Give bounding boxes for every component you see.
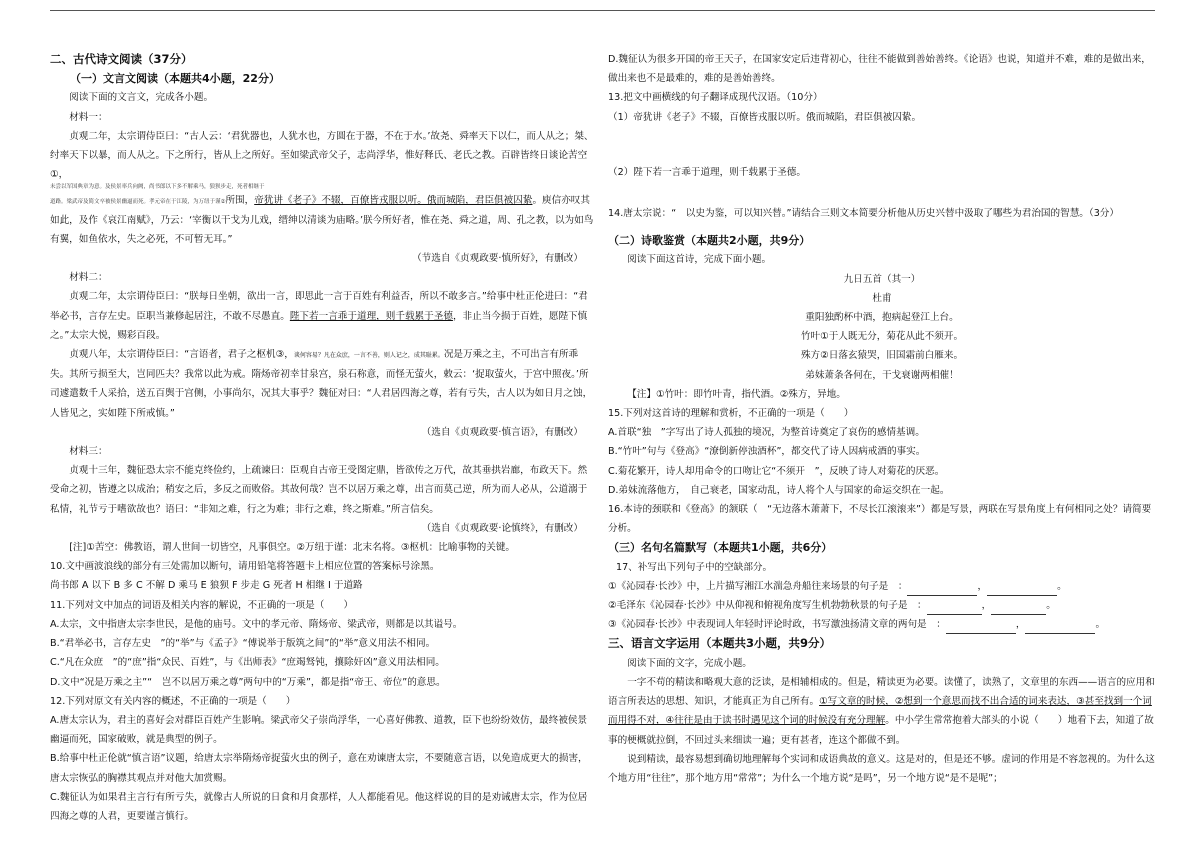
- language-paragraph-1: [608, 673, 1156, 750]
- question-17-item-1: ①《沁园春·长沙》中，上片描写湘江水湍急舟船往来场景的句子是 ： ， 。: [608, 577, 1156, 596]
- answer-blank[interactable]: [946, 623, 1016, 634]
- question-11-option-a: A.太宗，文中指唐太宗李世民，是他的庙号。文中的孝元帝、隋炀帝、梁武帝，则都是以其谥号。: [50, 618, 463, 630]
- question-13-part-1: （1）帝犹讲《老子》不辍，百僚皆戎服以听。俄而城陷，君臣俱被囚絷。: [608, 111, 922, 123]
- subsection-title-classical-prose: （一）文言文阅读（本题共4小题，22分）: [70, 72, 280, 86]
- question-12-option-b: B.给事中杜正伦就“慎言语”议题，给唐太宗举隋炀帝捉萤火虫的例子，意在劝谏唐太宗，不要随意言语，以免造成更大的损害，唐太宗恢弘的胸襟其观点并对他大加赏赐。: [50, 753, 588, 784]
- top-rule: [50, 10, 1155, 11]
- instruction: 阅读下面的文言文，完成各小题。: [69, 92, 214, 104]
- material-2-source: （选自《贞观政要·慎言语》，有删改）: [421, 426, 583, 438]
- question-15: 15.下列对这首诗的理解和赏析，不正确的一项是（ ）: [608, 408, 854, 420]
- question-15-option-c: C.菊花繁开，诗人却用命令的口吻让它“不须开 ”，反映了诗人对菊花的厌恶。: [608, 465, 945, 477]
- text-span: 。庾信亦叹其如此，及作《哀江南赋》，乃云：‘宰衡以干戈为儿戏，缙绅以清谈为庙略。’朕今所好者，惟在尧、舜之道，周、孔之教，以为如鸟有翼，如鱼依水，失之必死，不可暂无耳。”: [50, 195, 594, 245]
- language-instruction: 阅读下面的文字，完成小题。: [627, 657, 752, 669]
- question-17-item-3: ③《沁园春·长沙》中表现词人年轻时评论时政，书写激浊扬清文章的两句是 ： ， 。: [608, 615, 1156, 634]
- left-column: [50, 50, 595, 826]
- question-11: 11.下列对文中加点的词语及相关内容的解说，不正确的一项是（ ）: [50, 599, 354, 611]
- material-3-label: 材料三：: [69, 446, 108, 458]
- question-15-option-d: D.弟妹流落他方， 自己衰老，国家动乱，诗人将个人与国家的命运交织在一起。: [608, 484, 950, 496]
- answer-space: [608, 182, 1156, 204]
- underlined-sentence-2: 陛下若一言乖于道理，则千载累于圣德: [289, 310, 453, 322]
- question-11-option-c: C.“凡在众庶 ”的“庶”指“众民、百姓”，与《出师表》“庶竭驽钝，攘除奸凶”意义用法相同。: [50, 657, 445, 669]
- underlined-sentence-3: ①写文章的时候，②想到一个意思而找不出合适的词来表达，③甚至找到一个词而用得不对，④往往是由于读书时遇见这个词的时候没有充分理解: [608, 696, 1152, 727]
- text-span: 所围，: [225, 195, 255, 207]
- poem-note: 【注】①竹叶：即竹叶青，指代酒。②殊方，异地。: [627, 388, 846, 400]
- question-10: 10.文中画波浪线的部分有三处需加以断句，请用铅笔将答题卡上相应位置的答案标号涂黑。: [50, 561, 440, 573]
- poem-line-2: 竹叶①于人既无分，菊花从此不须开。: [800, 331, 964, 343]
- section-title: 二、古代诗文阅读（37分）: [50, 52, 193, 66]
- text-span: ①《沁园春·长沙》中，上片描写湘江水湍急舟船往来场景的句子是 ：: [608, 580, 908, 592]
- text-span: ③《沁园春·长沙》中表现词人年轻时评论时政，书写激浊扬清文章的两句是 ：: [608, 619, 946, 631]
- poem-line-1: 重阳独酌杯中酒，抱病起登江上台。: [805, 312, 959, 324]
- question-17: 17、补写出下列句子中的空缺部分。: [616, 561, 773, 573]
- language-paragraph-2: 说到精读，最容易想到确切地理解每个实词和成语典故的意义。这是对的，但是还不够。虚词的作用是不容忽视的。为什么这个地方用“往往”，那个地方用“常常”；为什么一个地方说“是吗”，另一个地方说“是不是呢”；: [608, 753, 1155, 784]
- material-2-paragraph-2: [50, 345, 595, 423]
- material-1-continuation: [50, 191, 595, 249]
- material-3-source: （选自《贞观政要·论慎终》，有删改）: [421, 522, 583, 534]
- text-span: 贞观二年，太宗谓侍臣曰：“朕每日坐朝，欲出一言，即思此一言于百姓有利益否，所以不敢多言。”给事中杜正伦进曰：“君举必书，言存左史。臣职当兼修起居注，不敢不尽愚直。: [50, 291, 588, 322]
- material-1-wavy-sentence: 未尝以军国典章为意。及侯景率兵向阙，尚书郎以下多不解乘马，狼狈步走，死者相继于: [50, 184, 265, 191]
- annotation-note: [注]①苦空：佛教语，谓人世间一切皆空，凡事俱空。②万纽于谨：北末名将。③枢机：比喻事物的关键。: [69, 542, 516, 554]
- question-17-item-2: ②毛泽东《沁园春·长沙》中从仰视和俯视角度写生机勃勃秋景的句子是 ： ， 。: [608, 596, 1156, 615]
- material-2-paragraph-1: [50, 287, 595, 345]
- material-1-wavy-sentence-end: 道路。梁武帝及简文卒被侯景幽逼而死。孝元帝在于江陵，为万纽于谨②: [50, 199, 226, 206]
- question-16: 16.本诗的颈联和《登高》的颔联（ “无边落木萧萧下，不尽长江滚滚来”）都是写景，两联在写景角度上有何相同之处？请简要分析。: [608, 504, 1152, 535]
- spacer: [608, 223, 1156, 231]
- answer-blank[interactable]: [927, 604, 982, 615]
- question-11-option-b: B.“君举必书，言存左史 ”的“举”与《孟子》“傅说举于版筑之间”的“举”意义用法不相同。: [50, 638, 436, 650]
- poem-line-4: 弟妹萧条各何在，干戈衰谢两相催！: [805, 369, 959, 381]
- poem-line-3: 殊方②日落玄猿哭，旧国霜前白雁来。: [800, 350, 964, 362]
- material-1-source: （节选自《贞观政要·慎所好》，有删改）: [412, 253, 583, 265]
- text-span: ，非止当今损于百姓，愿陛下慎之。”太宗大悦，赐彩百段。: [50, 310, 588, 341]
- question-11-option-d: D.文中“况是万乘之主”“ 岂不以居万乘之尊”两句中的“万乘”，都是指“帝王、帝位”的意思。: [50, 676, 446, 688]
- material-1-label: 材料一：: [69, 111, 108, 123]
- question-13: 13.把文中画横线的句子翻译成现代汉语。（10分）: [608, 92, 823, 104]
- answer-space: [608, 127, 1156, 163]
- poem-title: 九日五首（其一）: [843, 273, 921, 285]
- question-12-option-d: D.魏征认为很多开国的帝王天子，在国家安定后违背初心，往往不能做到善始善终。《论语》也说，知道并不难，难的是做出来，做出来也不是最难的，难的是善始善终。: [608, 54, 1151, 85]
- material-1-paragraph: 贞观二年，太宗谓侍臣曰：“古人云：‘君犹器也，人犹水也，方圆在于器，不在于水。’故尧、舜率天下以仁，而人从之；桀、纣率天下以暴，而人从之。下之所行，皆从上之所好。至如梁武帝父子，志尚浮华，惟好释氏、老氏之教。百辟皆终日谈论苦空①，: [50, 130, 594, 181]
- question-15-option-b: B.“竹叶”句与《登高》“潦倒新停浊酒杯”，都交代了诗人因病戒酒的事实。: [608, 446, 926, 458]
- right-column: [608, 50, 1156, 788]
- subsection-title-dictation: （三）名句名篇默写（本题共1小题，共6分）: [608, 541, 833, 555]
- question-12-option-a: A.唐太宗认为，君主的喜好会对群臣百姓产生影响。梁武帝父子崇尚浮华，一心喜好佛教、道教，臣下也纷纷效仿，最终被侯景幽逼而死，国家破败，就是典型的例子。: [50, 714, 588, 746]
- answer-blank[interactable]: [987, 585, 1057, 596]
- answer-blank[interactable]: [1025, 623, 1095, 634]
- text-span: 况是万乘之主，不可出言有所乖失。其所亏损至大，岂同匹夫？我常以此为戒。隋炀帝初幸甘泉宫，泉石称意，而怪无萤火，敕云：‘捉取萤火，于宫中照夜。’所司遽遣数千人采拾，送五百舆于宫侧，小事尚尔，况其大事乎？魏征对曰：“人君居四海之尊，若有亏失，古人以为如日月之蚀，人皆见之，实如陛下所戒慎。”: [50, 349, 593, 419]
- question-14: 14.唐太宗说：“ 以史为鉴，可以知兴替。”请结合三则文本简要分析他从历史兴替中汲取了哪些为君治国的智慧。（3分）: [608, 208, 1119, 220]
- poetry-instruction: 阅读下面这首诗，完成下面小题。: [627, 254, 772, 266]
- text-span: 一字不苟的精读和略观大意的泛读，是相辅相成的。但是，精读更为必要。读懂了，读熟了，文章里的东西——语言的应用和语言所表达的思想、知识，才能真正为自己所有。: [608, 676, 1155, 708]
- subsection-title-poetry: （二）诗歌鉴赏（本题共2小题，共9分）: [608, 234, 811, 248]
- poem-author: 杜甫: [872, 292, 892, 304]
- section-title-language: 三、语言文字运用（本题共3小题，共9分）: [608, 636, 832, 651]
- text-span: 贞观八年，太宗谓侍臣曰：“言语者，君子之枢机③，: [69, 349, 294, 361]
- material-2-label: 材料二：: [69, 272, 108, 284]
- small-text-span: 谈何容易？凡在众庶，一言不善，则人记之，成其耻累。: [293, 352, 444, 360]
- question-15-option-a: A.首联“独 ”字写出了诗人孤独的境况，为整首诗奠定了哀伤的感情基调。: [608, 427, 925, 439]
- text-span: ②毛泽东《沁园春·长沙》中从仰视和俯视角度写生机勃勃秋景的句子是 ：: [608, 600, 927, 612]
- question-10-options: 尚书郎 A 以下 B 多 C 不解 D 乘马 E 狼狈 F 步走 G 死者 H 相继 I 于道路: [50, 580, 363, 592]
- question-13-part-2: （2）陛下若一言乖于道理，则千载累于圣德。: [608, 166, 806, 178]
- material-3-paragraph: 贞观十三年，魏征恐太宗不能克终俭约，上疏谏曰：臣观自古帝王受图定鼎，皆欲传之万代，故其垂拱岩廊，布政天下。然受命之初，皆遵之以成治；稍安之后，多反之而败俗。其故何哉？岂不以居万乘之尊，出言而莫己逆，所为而人必从，公道溺于私情，礼节亏于嗜欲故也？语曰：“非知之难，行之为难；非行之难，终之斯难。”所言信矣。: [50, 465, 588, 515]
- underlined-sentence-1: 帝犹讲《老子》不辍，百僚皆戎服以听。俄而城陷，君臣俱被囚絷: [254, 195, 533, 207]
- question-12: 12.下列对原文有关内容的概述，不正确的一项是（ ）: [50, 695, 296, 707]
- text-span: 。中小学生常常抱着大部头的小说（ ）地看下去，知道了故事的梗概就拉倒，不回过头来细读一遍；更有甚者，连这个都做不到。: [608, 715, 1154, 746]
- answer-blank[interactable]: [991, 604, 1046, 615]
- answer-blank[interactable]: [907, 585, 977, 596]
- question-12-option-c: C.魏征认为如果君主言行有所亏失，就像古人所说的日食和月食那样，人人都能看见。他这样说的目的是劝诫唐太宗，作为位居四海之尊的人君，更要谨言慎行。: [50, 791, 588, 822]
